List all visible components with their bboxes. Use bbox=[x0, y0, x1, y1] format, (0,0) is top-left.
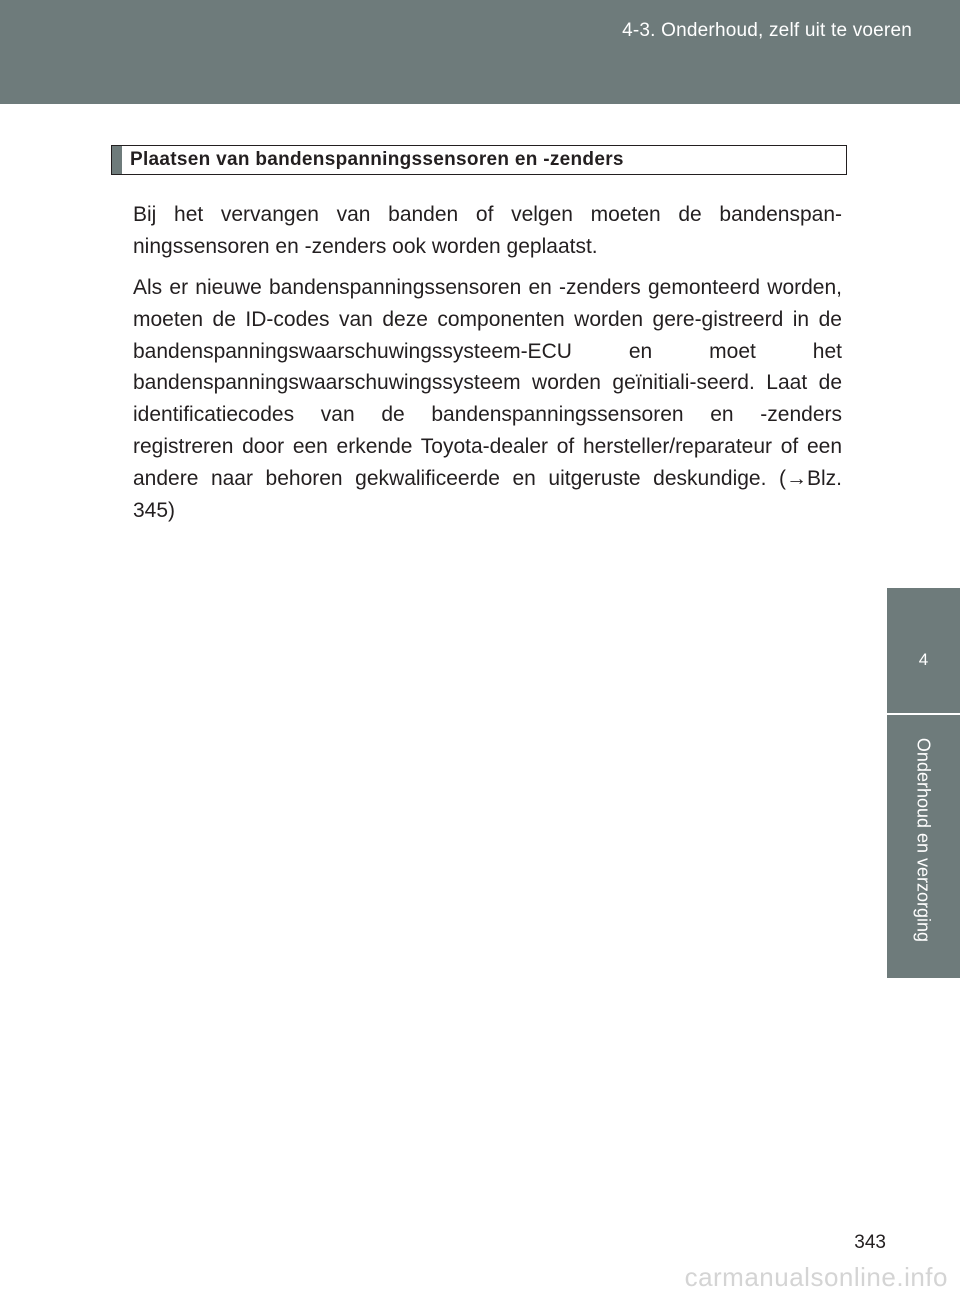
paragraph-1: Bij het vervangen van banden of velgen moeten de bandenspan-ningssensoren en -zenders ook worden geplaatst. bbox=[133, 203, 842, 258]
section-heading-box bbox=[111, 145, 847, 175]
chapter-title: Onderhoud en verzorging bbox=[913, 737, 934, 943]
watermark: carmanualsonline.info bbox=[684, 1262, 948, 1292]
paragraph-2: Als er nieuwe bandenspanningssensoren en -zenders gemonteerd worden, moeten de ID-codes van deze componenten worden gere-gistreerd in de bandenspanningswaarschuwingssysteem-ECU en moet het bandenspanningswaarschuwingssysteem worden geïnitiali-seerd. Laat de identificatiecodes van de bandenspanningssensoren en -zenders registreren door een erkende Toyota-dealer of hersteller/reparateur of een andere naar behoren gekwalificeerde en uitgeruste deskundige. (→Blz. 345) bbox=[133, 276, 842, 522]
tab-divider bbox=[887, 713, 960, 715]
section-header: 4-3. Onderhoud, zelf uit te voeren bbox=[622, 20, 912, 41]
page-number: 343 bbox=[854, 1232, 886, 1253]
header-band bbox=[0, 0, 960, 104]
heading-accent-bar bbox=[112, 146, 122, 174]
section-heading: Plaatsen van bandenspanningssensoren en -zenders bbox=[130, 149, 624, 170]
chapter-side-tab[interactable] bbox=[887, 588, 960, 978]
chapter-number: 4 bbox=[918, 650, 929, 669]
